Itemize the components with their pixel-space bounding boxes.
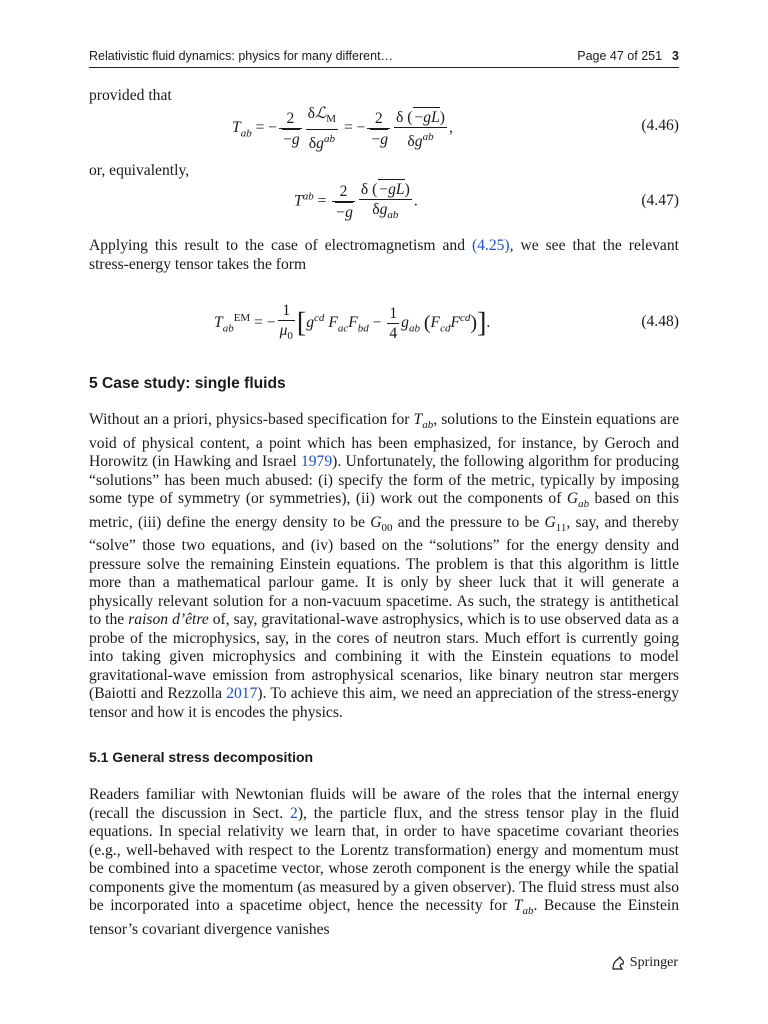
section-ref-link[interactable]: 2 (290, 804, 298, 822)
math-T-ab: $T_{ab}$ (413, 411, 434, 432)
equation-4-48-body: $T_{ab}^{EM}$ = − $\frac{1}{\mu_0}$ [$g^{cd}$ $F_{ac}F_{bd}$ − $\frac{1}{4}$ $g_{ab}$ $(F_{cd}F^{cd})$]. (214, 302, 491, 343)
text-run: , we see that the relevant stress-energy tensor takes the form (89, 237, 679, 273)
springer-horse-icon (610, 955, 626, 971)
page-indicator (577, 49, 679, 63)
equation-number: (4.48) (641, 313, 679, 330)
text-run: , solutions to the Einstein equations are void of physical content, a point which has been emphasized, for instance, by Geroch and Horowitz (in Hawking and Israel (89, 411, 680, 471)
text-run: Applying this result to the case of electromagnetism and (89, 237, 472, 254)
citation-link[interactable]: 2017 (226, 685, 258, 703)
text-run: ). To achieve this aim, we need an appreciation of the stress-energy tensor and how it is encodes the physics. (89, 685, 680, 721)
publisher-logo (610, 955, 678, 971)
text-run: , say, and thereby “solve” those two equations, and (iv) based on the “solutions” for the energy density and pressure solve the remaining Einstein equations. The problem is that this algorithm is little more than a mathematical parlour game. It is only by sheer luck that it will generate a physically relevant solution for a non-vacuum spacetime. As such, the strategy is antithetical to the (89, 513, 679, 629)
equation-4-46 (89, 104, 679, 153)
equation-4-48 (89, 301, 679, 345)
text-run: . Because the Einstein tensor’s covariant divergence vanishes (89, 897, 679, 938)
provided-that-text: provided that (89, 87, 172, 104)
text-run: of, say, gravitational-wave astrophysics, which is to use observed data as a probe of the microphysics, say, in the cores of neutron stars. Much effort is currently going into taking given microphysics and combining it with the Einstein equations to model gravitational-wave emission from astrophysical scenarios, like binary neutron star mergers (Baiotti and Rezzolla (89, 611, 679, 703)
text-run: Readers familiar with Newtonian fluids will be aware of the roles that the internal energy (recall the discussion in Sect. (89, 786, 679, 822)
equation-number: (4.47) (641, 192, 679, 209)
section-5-paragraph (89, 411, 679, 722)
page-number: 3 (672, 49, 679, 63)
equation-ref-link[interactable]: (4.25) (471, 237, 510, 254)
section-5-heading: 5 Case study: single fluids (89, 375, 286, 392)
equivalently-text: or, equivalently, (89, 162, 190, 179)
applying-paragraph (89, 237, 679, 274)
math-G-00: $G_{00}$ (370, 513, 393, 534)
math-G-11: $G_{11}$ (544, 513, 567, 534)
equation-4-47-body: $T^{ab}$ = $\frac{2}{-g}$ $\frac{\delta ( -gL)}{\delta g_{ab}}$ . (294, 181, 418, 222)
page-label: Page 47 of 251 (577, 49, 663, 63)
text-run: ). Unfortunately, the following algorithm for producing “solutions” has been much abused: (i) specify the form of the metric, typically by imposing some type of symmetry (or symmetries), (ii) work out the components of (89, 453, 679, 508)
text-run: and the pressure to be (392, 513, 545, 531)
section-5-1-heading: 5.1 General stress decomposition (89, 749, 314, 765)
equation-4-47 (89, 179, 679, 225)
equation-4-46-body: $T_{ab}$ = − $\frac{2}{-g}$ $\frac{\delta ℒ_M}{\delta g^{ab}}$ = − $\frac{2}{-g}$ $\frac{\delta ( -gL)}{\delta g^{ab}}$ , (232, 105, 453, 153)
italic-phrase: raison d’être (128, 611, 209, 629)
text-run: ), the particle flux, and the stress tensor play in the fluid equations. In special relativity we learn that, in order to have spacetime covariant theories (e.g., well-behaved with respect to the Lorentz transformation) energy and momentum must be combined into a spacetime vector, whose zeroth component is the energy while the spatial components give the momentum (as measured by a given observer). The fluid stress must also be incorporated into a spacetime object, hence the necessity for (89, 804, 679, 914)
math-G-ab: $G_{ab}$ (566, 490, 590, 511)
citation-link[interactable]: 1979 (300, 453, 333, 471)
running-header (89, 47, 679, 68)
section-5-1-paragraph (89, 786, 679, 939)
text-run: based on this metric, (iii) define the energy density to be (89, 490, 679, 531)
equation-number: (4.46) (641, 117, 679, 134)
running-title: Relativistic fluid dynamics: physics for many different… (89, 49, 394, 63)
text-run: Without an a priori, physics-based specification for (89, 411, 414, 428)
publisher-name: Springer (629, 955, 678, 970)
math-T-ab: $T_{ab}$ (513, 897, 534, 918)
